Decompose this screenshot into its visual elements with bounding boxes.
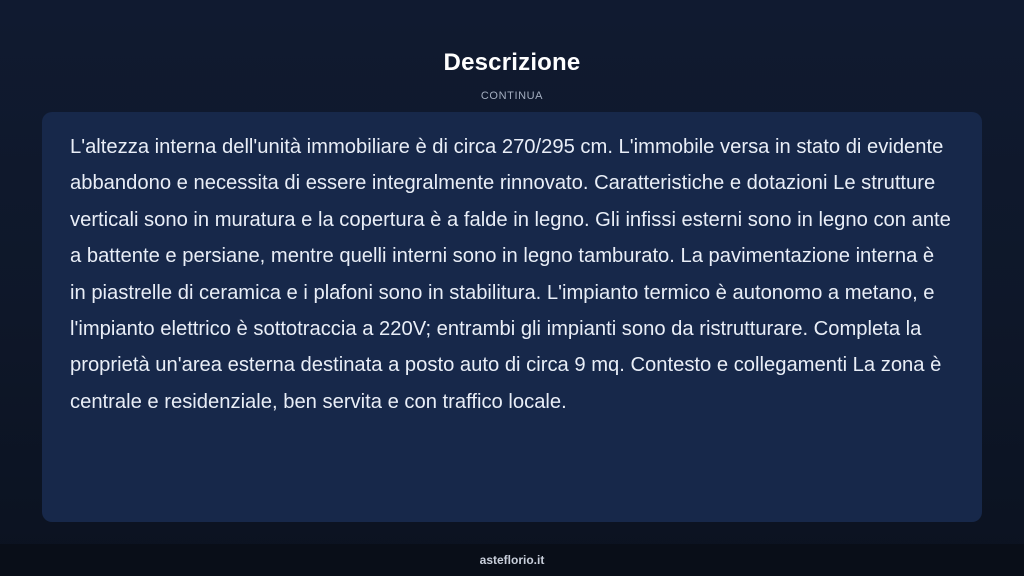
- page-subtitle: CONTINUA: [480, 90, 544, 102]
- footer-bar: [0, 544, 1024, 576]
- page-title: Descrizione: [443, 49, 581, 76]
- footer-brand: asteflorio.it: [479, 553, 545, 567]
- description-text: L'altezza interna dell'unità immobiliare è di circa 270/295 cm. L'immobile versa in stato di evidente abbandono e necessita di essere integralmente rinnovato. Caratteristiche e dotazioni Le strutture verticali sono in muratura e la copertura è a falde in legno. Gli infissi esterni sono in legno con ante a battente e persiane, mentre quelli interni sono in legno tamburato. La pavimentazione interna è in piastrelle di ceramica e i plafoni sono in stabilitura. L'impianto termico è autonomo a metano, e l'impianto elettrico è sottotraccia a 220V; entrambi gli impianti sono da ristrutturare. Completa la proprietà un'area esterna destinata a posto auto di circa 9 mq. Contesto e collegamenti La zona è centrale e residenziale, ben servita e con traffico locale.: [70, 136, 951, 413]
- description-card: [42, 112, 982, 522]
